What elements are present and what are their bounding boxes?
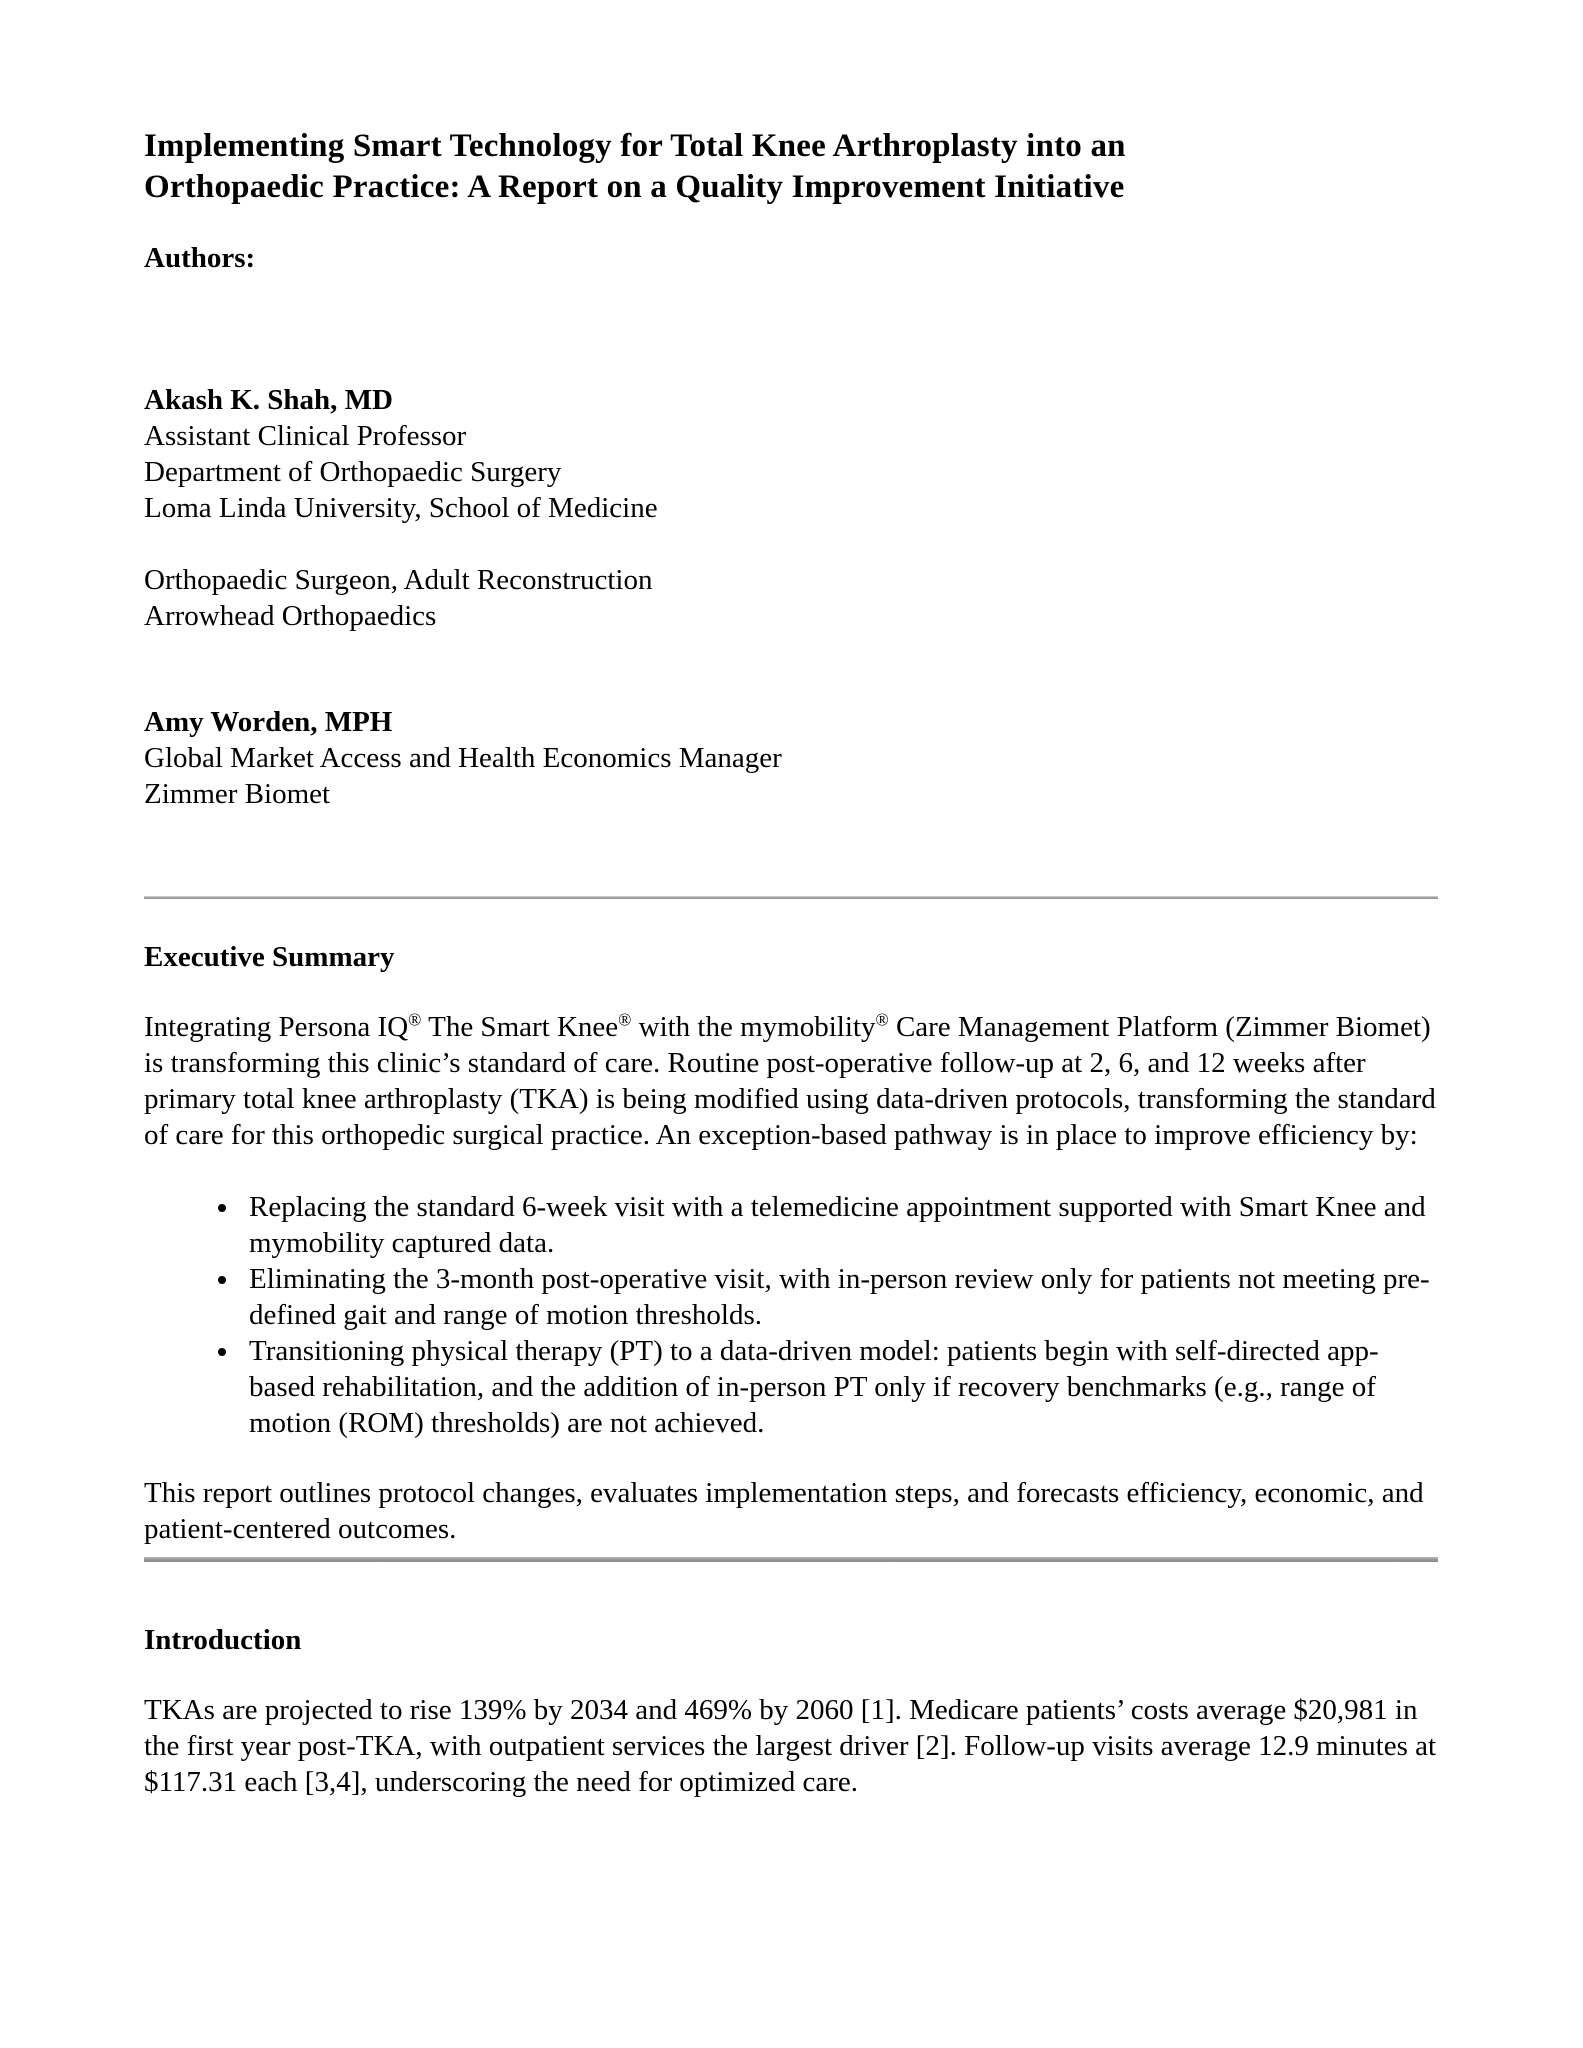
author-affiliation-line: Global Market Access and Health Economics Manager [144,742,782,774]
introduction-section [144,1622,1438,1800]
author-affiliation-line: Department of Orthopaedic Surgery [144,456,562,488]
bullet-item: • Transitioning physical therapy (PT) to a data-driven model: patients begin with self-directed app-based rehabilitation, and the addition of in-person PT only if recovery benchmarks (e.g., range of motion (ROM) thresholds) are not achieved. [241,1333,1438,1441]
bullet-item: • Replacing the standard 6-week visit with a telemedicine appointment supported with Smart Knee and mymobility captured data. [241,1189,1438,1261]
executive-summary-heading: Executive Summary [144,941,395,973]
section-divider [144,1557,1438,1562]
executive-summary-section [144,939,1438,1547]
author-block-worden [144,704,1438,812]
author-affiliation-line: Assistant Clinical Professor [144,420,467,452]
introduction-paragraph: TKAs are projected to rise 139% by 2034 and 469% by 2060 [1]. Medicare patients’ costs average $20,981 in the first year post-TKA, with outpatient services the largest driver [2]. Follow-up visits average 12.9 minutes at $117.31 each [3,4], underscoring the need for optimized care. [144,1694,1437,1798]
author-name: Amy Worden, MPH [144,706,393,738]
author-affiliation-line: Zimmer Biomet [144,778,331,810]
executive-summary-closing-paragraph: This report outlines protocol changes, evaluates implementation steps, and forecasts efficiency, economic, and patient-centered outcomes. [144,1477,1424,1545]
bullet-item: • Eliminating the 3-month post-operative visit, with in-person review only for patients not meeting pre-defined gait and range of motion thresholds. [241,1261,1438,1333]
section-divider [144,896,1438,899]
authors-label: Authors: [144,242,256,274]
author-block-shah [144,382,1438,634]
author-affiliation-line: Arrowhead Orthopaedics [144,600,437,632]
document-title: Implementing Smart Technology for Total Knee Arthroplasty into an Orthopaedic Practice: A Report on a Quality Improvement Initiative [144,128,1126,205]
author-name: Akash K. Shah, MD [144,384,393,416]
executive-summary-intro-paragraph: Integrating Persona IQ® The Smart Knee® with the mymobility® Care Management Platform (Zimmer Biomet) is transforming this clinic’s standard of care. Routine post-operative follow-up at 2, 6, and 12 weeks after primary total knee arthroplasty (TKA) is being modified using data-driven protocols, transforming the standard of care for this orthopedic surgical practice. An exception-based pathway is in place to improve efficiency by: [144,1009,1436,1151]
author-secondary-affiliation [144,562,1438,634]
author-affiliation-line: Orthopaedic Surgeon, Adult Reconstruction [144,564,653,596]
author-affiliation-line: Loma Linda University, School of Medicine [144,492,658,524]
bullet-list [144,1189,1438,1441]
introduction-heading: Introduction [144,1624,302,1656]
